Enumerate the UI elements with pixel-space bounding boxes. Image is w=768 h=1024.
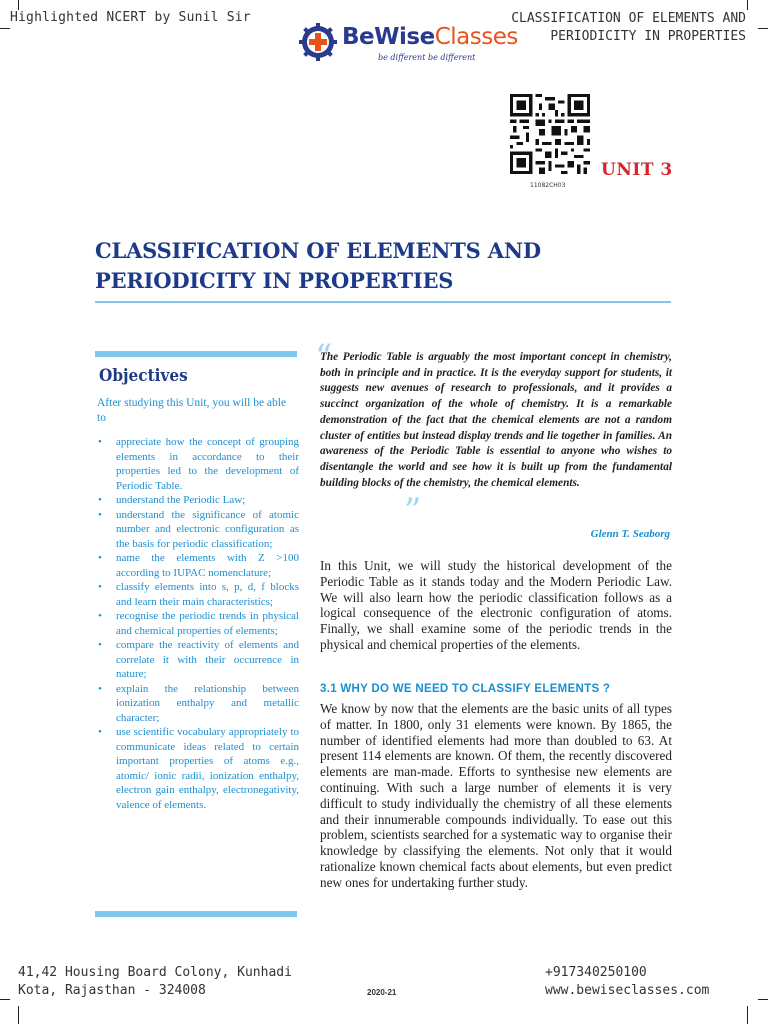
footer-contact xyxy=(545,964,709,1000)
bewise-logo xyxy=(298,22,534,66)
objectives-heading: Objectives xyxy=(99,366,188,386)
objectives-top-bar xyxy=(95,351,297,357)
objectives-bottom-bar xyxy=(95,911,297,917)
objective-item: • explain the relationship between ionization enthalpy and metallic character; xyxy=(97,682,299,726)
footer-address xyxy=(18,964,292,1000)
crop-mark xyxy=(18,0,19,10)
objective-item: • classify elements into s, p, d, f blocks and learn their main characteristics; xyxy=(97,580,299,609)
epigraph-quote: The Periodic Table is arguably the most important concept in chemistry, both in principle and in practice. It is the everyday support for students, it suggests new avenues of research to professionals, and it provides a succinct organization of the whole of chemistry. It is a remarkable demonstration of the fact that the chemical elements are not a random cluster of entities but instead display trends and lie together in families. An awareness of the Periodic Table is essential to anyone who wishes to disentangle the world and see how it is built up from the fundamental building blocks of the chemistry, the chemical elements. xyxy=(320,351,672,489)
open-quote-icon: “ xyxy=(315,337,333,377)
objective-item: • name the elements with Z >100 according to IUPAC nomenclature; xyxy=(97,551,299,580)
close-quote-icon: ” xyxy=(404,491,422,531)
footer-address-line2: Kota, Rajasthan - 324008 xyxy=(18,983,206,998)
crop-mark xyxy=(0,28,10,29)
quote-author: Glenn T. Seaborg xyxy=(590,528,670,540)
logo-wordmark xyxy=(342,24,518,50)
footer-address-line1: 41,42 Housing Board Colony, Kunhadi xyxy=(18,965,292,980)
crop-mark xyxy=(758,999,768,1000)
crop-mark xyxy=(0,999,10,1000)
objective-item: • understand the Periodic Law; xyxy=(97,493,299,508)
chapter-title xyxy=(95,236,655,296)
logo-wordmark-be: BeWise xyxy=(342,24,435,50)
logo-wordmark-classes: Classes xyxy=(434,24,518,50)
header-running-title-line1: CLASSIFICATION OF ELEMENTS AND xyxy=(511,11,746,26)
chapter-title-line2: PERIODICITY IN PROPERTIES xyxy=(95,268,454,293)
objectives-list xyxy=(97,435,299,812)
qr-code-icon xyxy=(510,94,590,174)
crop-mark xyxy=(18,1006,19,1024)
crop-mark xyxy=(758,28,768,29)
footer-year: 2020-21 xyxy=(367,988,397,997)
header-running-title xyxy=(511,10,746,46)
title-divider xyxy=(95,301,671,303)
objective-item: • recognise the periodic trends in physical and chemical properties of elements; xyxy=(97,609,299,638)
section-heading: 3.1 WHY DO WE NEED TO CLASSIFY ELEMENTS ? xyxy=(320,683,611,695)
header-running-title-line2: PERIODICITY IN PROPERTIES xyxy=(550,29,746,44)
section-body: We know by now that the elements are the basic units of all types of matter. In 1800, only 31 elements were known. By 1865, the number of identified elements had more than doubled to 63. At present 114 elements are known. Of them, the recently discovered elements are man-made. Efforts to synthesise new elements are continuing. With such a large number of elements it is very difficult to study individually the chemistry of all these elements and their innumerable compounds individually. To ease out this problem, scientists searched for a systematic way to organise their knowledge by classifying the elements. Not only that it would rationalize known chemical facts about elements, but even predict new ones for undertaking further study. xyxy=(320,701,672,890)
crop-mark xyxy=(747,1006,748,1024)
crop-mark xyxy=(747,0,748,10)
objective-item: • appreciate how the concept of grouping elements in accordance to their properties led to the development of Periodic Table. xyxy=(97,435,299,493)
logo-tagline: be different be different xyxy=(378,53,476,62)
objective-item: • compare the reactivity of elements and correlate it with their occurrence in nature; xyxy=(97,638,299,682)
footer-website[interactable]: www.bewiseclasses.com xyxy=(545,983,710,998)
objective-item: • understand the significance of atomic number and electronic configuration as the basis for periodic classification; xyxy=(97,508,299,552)
chapter-title-line1: CLASSIFICATION OF ELEMENTS AND xyxy=(95,238,541,263)
unit-label: UNIT 3 xyxy=(601,160,673,180)
intro-paragraph: In this Unit, we will study the historical development of the Periodic Table as it stands today and the Modern Periodic Law. We will also learn how the periodic classification follows as a logical consequence of the electronic configuration of atoms. Finally, we shall examine some of the periodic trends in the physical and chemical properties of the elements. xyxy=(320,558,672,652)
objective-item: • use scientific vocabulary appropriately to communicate ideas related to certain important properties of atoms e.g., atomic/ ionic radii, ionization enthalpy, electron gain enthalpy, electronegativity, valence of elements. xyxy=(97,725,299,812)
header-watermark-left: Highlighted NCERT by Sunil Sir xyxy=(10,10,251,25)
qr-caption: 11082CH03 xyxy=(530,182,566,189)
footer-phone: +917340250100 xyxy=(545,965,647,980)
objectives-intro: After studying this Unit, you will be able to xyxy=(97,397,287,424)
gear-logo-icon xyxy=(298,22,338,62)
